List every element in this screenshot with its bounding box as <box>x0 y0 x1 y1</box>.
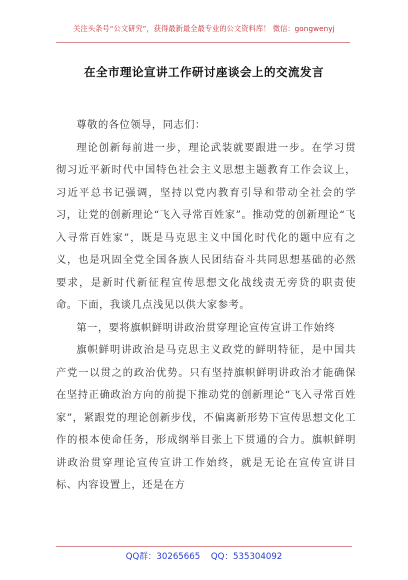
header-divider <box>56 42 350 43</box>
footer <box>0 550 408 562</box>
document-title: 在全市理论宣讲工作研讨座谈会上的交流发言 <box>84 65 324 79</box>
footer-qq: QQ：535304092 <box>210 552 283 562</box>
footer-qq-group: QQ群：30265665 <box>125 552 201 562</box>
document-body <box>56 115 356 498</box>
greeting: 尊敬的各位领导，同志们： <box>76 120 206 131</box>
header-banner: 关注头条号“公文研究”，获得最新最全最专业的公文资料库！ 微信：gongwenyj <box>73 24 335 33</box>
footer-divider <box>56 546 352 547</box>
paragraph-section-1: 旗帜鲜明讲政治是马克思主义政党的鲜明特征，是中国共产党一以贯之的政治优势。只有坚持旗帜鲜明讲政治才能确保在坚持正确政治方向的前提下推动党的创新理论“飞入寻常百姓家”，紧跟党的理论创新步伐，不偏离新形势下宣传思想文化工作的根本使命任务，形成纲举目张上下贯通的合力。旗帜鲜明讲政治贯穿理论宣传宣讲工作始终，就是无论在宣传宣讲目标、内容设置上，还是在方 <box>56 345 356 491</box>
paragraph-intro: 理论创新每前进一步，理论武装就要跟进一步。在学习贯彻习近平新时代中国特色社会主义思想主题教育工作会议上，习近平总书记强调，坚持以党内教育引导和带动全社会的学习，让党的创新理论“飞入寻常百姓家”。推动党的创新理论“飞入寻常百姓家”，既是马克思主义中国化时代化的题中应有之义，也是巩固全党全国各族人民团结奋斗共同思想基础的必然要求，是新时代新征程宣传思想文化战线责无旁贷的职责使命。下面，我谈几点浅见以供大家参考。 <box>56 142 356 311</box>
section-heading-1: 第一，要将旗帜鲜明讲政治贯穿理论宣传宣讲工作始终 <box>76 322 336 334</box>
